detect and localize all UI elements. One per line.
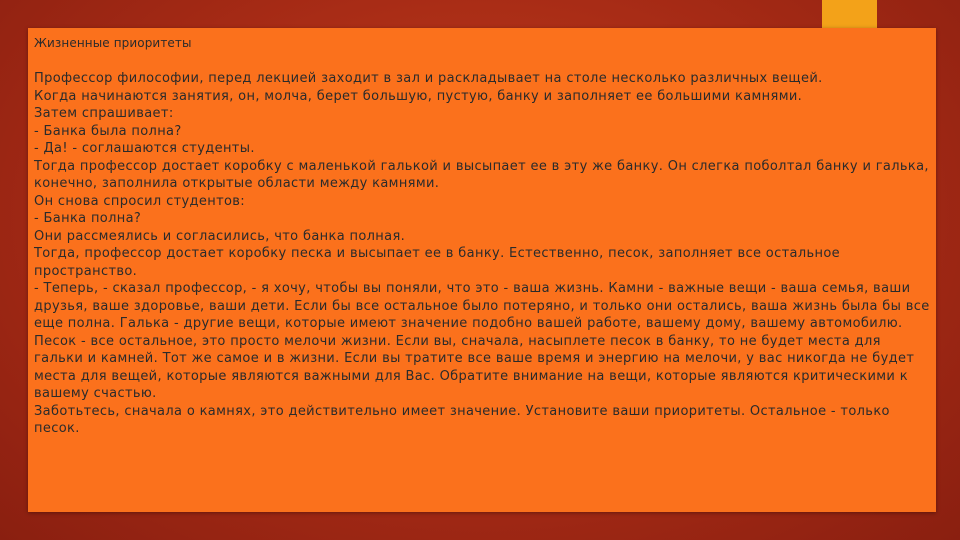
paragraph: - Да! - соглашаются студенты. <box>34 141 255 156</box>
paragraph: Затем спрашивает: <box>34 106 174 121</box>
paragraph: - Банка полна? <box>34 211 142 226</box>
paragraph: Тогда, профессор достает коробку песка и высыпает ее в банку. Естественно, песок, заполняет все остальное пространство. <box>34 246 840 279</box>
paragraph: Заботьтесь, сначала о камнях, это действительно имеет значение. Установите ваши приоритеты. Остальное - только песок. <box>34 403 890 436</box>
content-box <box>28 28 936 512</box>
paragraph: - Банка была полна? <box>34 123 182 139</box>
paragraph: Тогда профессор достает коробку с маленькой галькой и высыпает ее в эту же банку. Он слегка поболтал банку и галька, конечно, заполнила открытые области между камнями. <box>34 158 929 191</box>
paragraph: Они рассмеялись и согласились, что банка полная. <box>34 228 406 244</box>
body-text <box>34 70 930 438</box>
paragraph: Профессор философии, перед лекцией заходит в зал и раскладывает на столе несколько различных вещей. <box>34 71 823 86</box>
slide-title: Жизненные приоритеты <box>34 36 192 50</box>
accent-tab <box>822 0 877 28</box>
paragraph: Он снова спросил студентов: <box>34 193 246 209</box>
paragraph: - Теперь, - сказал профессор, - я хочу, чтобы вы поняли, что это - ваша жизнь. Камни - важные вещи - ваша семья, ваши друзья, ваше здоровье, ваши дети. Если бы все остальное было потеряно, и только они остались, ваша жизнь была бы все еще полна. Галька - другие вещи, которые имеют значение подобно вашей работе, вашему дому, вашему автомобилю. Песок - все остальное, это просто мелочи жизни. Если вы, сначала, насыплете песок в банку, то не будет места для гальки и камней. Тот же самое и в жизни. Если вы тратите все ваше время и энергию на мелочи, у вас никогда не будет места для вещей, которые являются важными для Вас. Обратите внимание на вещи, которые являются критическими к вашему счастью. <box>34 281 930 401</box>
paragraph: Когда начинаются занятия, он, молча, берет большую, пустую, банку и заполняет ее большими камнями. <box>34 88 803 104</box>
